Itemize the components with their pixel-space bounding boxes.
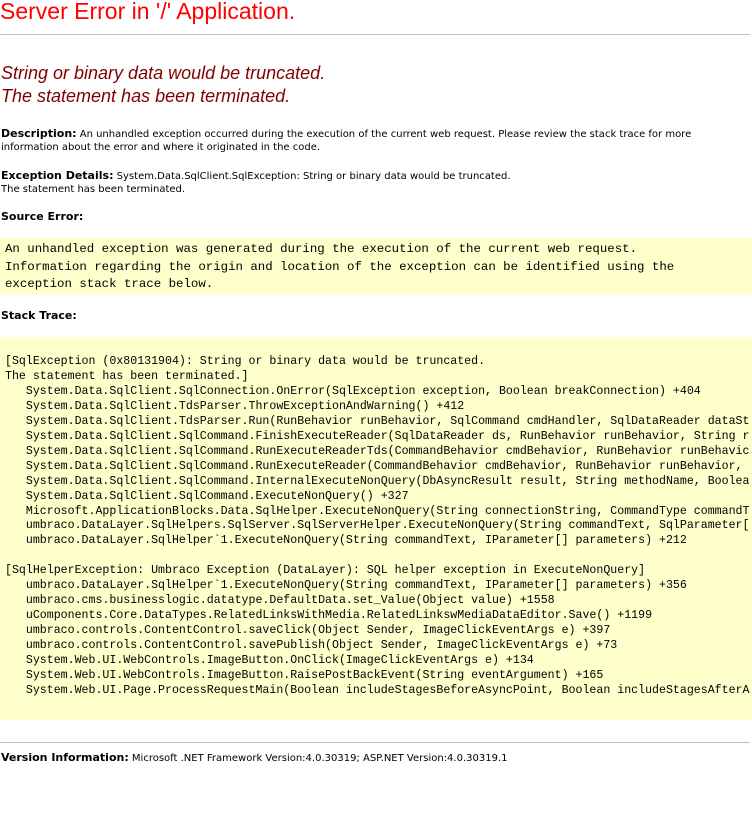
version-information: [1, 751, 508, 764]
source-error-line: Information regarding the origin and location of the exception can be identified using the: [5, 259, 675, 274]
stack-trace-line: umbraco.DataLayer.SqlHelper`1.ExecuteNonQuery(String commandText, IParameter[] parameters) +212: [5, 534, 687, 548]
stack-trace-line: System.Data.SqlClient.SqlCommand.FinishExecuteReader(SqlDataReader ds, RunBehavior runBehavior, String r: [5, 429, 750, 443]
error-message-line-1: String or binary data would be truncated.: [1, 63, 326, 83]
title-divider: [0, 34, 750, 35]
stack-trace-line: umbraco.cms.businesslogic.datatype.DefaultData.set_Value(Object value) +1558: [5, 594, 555, 608]
stack-trace-line: The statement has been terminated.]: [5, 369, 249, 383]
stack-trace-line: umbraco.DataLayer.SqlHelpers.SqlServer.SqlServerHelper.ExecuteNonQuery(String commandText, SqlParameter[: [5, 519, 750, 533]
stack-trace-line: System.Data.SqlClient.SqlCommand.RunExecuteReaderTds(CommandBehavior cmdBehavior, RunBehavior runBehavic: [5, 444, 750, 458]
version-text: Microsoft .NET Framework Version:4.0.30319; ASP.NET Version:4.0.30319.1: [131, 753, 508, 764]
exception-details-line-2: The statement has been terminated.: [1, 184, 186, 195]
source-error-line: exception stack trace below.: [5, 277, 214, 291]
stack-trace-line: System.Web.UI.Page.ProcessRequestMain(Boolean includeStagesBeforeAsyncPoint, Boolean includeStagesAfterA: [5, 683, 750, 697]
stack-trace-line: [SqlException (0x80131904): String or binary data would be truncated.: [5, 355, 486, 368]
stack-trace-line: System.Data.SqlClient.SqlCommand.InternalExecuteNonQuery(DbAsyncResult result, String methodName, Boolea: [5, 474, 750, 488]
footer-divider: [0, 742, 750, 743]
stack-trace-box[interactable]: [0, 337, 752, 720]
description-section: [1, 127, 746, 154]
stack-trace-line: System.Web.UI.WebControls.ImageButton.OnClick(ImageClickEventArgs e) +134: [5, 654, 534, 668]
error-message-line-2: The statement has been terminated.: [1, 86, 291, 106]
stack-trace-line: Microsoft.ApplicationBlocks.Data.SqlHelper.ExecuteNonQuery(String connectionString, CommandType commandT: [5, 504, 750, 518]
exception-details-label: Exception Details:: [1, 169, 114, 182]
stack-trace-line: umbraco.DataLayer.SqlHelper`1.ExecuteNonQuery(String commandText, IParameter[] parameters) +356: [5, 579, 687, 593]
stack-trace-line: umbraco.controls.ContentControl.saveClick(Object Sender, ImageClickEventArgs e) +397: [5, 624, 611, 638]
stack-trace-line: System.Data.SqlClient.SqlConnection.OnError(SqlException exception, Boolean breakConnection) +404: [5, 384, 701, 398]
exception-details-text: System.Data.SqlClient.SqlException: String or binary data would be truncated.: [116, 171, 511, 182]
description-label: Description:: [1, 127, 77, 140]
source-error-box[interactable]: [0, 238, 752, 295]
exception-details-section: [1, 169, 511, 196]
stack-trace-label: Stack Trace:: [1, 309, 77, 322]
version-label: Version Information:: [1, 751, 129, 764]
stack-trace-line: System.Data.SqlClient.SqlCommand.ExecuteNonQuery() +327: [5, 489, 409, 503]
stack-trace-blank-line: [5, 549, 749, 564]
page-title: Server Error in '/' Application.: [0, 0, 296, 24]
stack-trace-line: [SqlHelperException: Umbraco Exception (DataLayer): SQL helper exception in ExecuteNonQuery]: [5, 564, 646, 578]
source-error-label: Source Error:: [1, 210, 84, 223]
source-error-text: [5, 241, 674, 294]
description-text: An unhandled exception occurred during the execution of the current web request. Please review the stack trace for more information about the error and where it originated in the code.: [1, 129, 692, 153]
exception-details-line-1: [1, 169, 511, 183]
stack-trace-line: uComponents.Core.DataTypes.RelatedLinksWithMedia.RelatedLinkswMediaDataEditor.Save() +1199: [5, 609, 653, 623]
stack-trace-line: System.Data.SqlClient.TdsParser.ThrowExceptionAndWarning() +412: [5, 399, 465, 413]
stack-trace-text: [5, 355, 749, 699]
stack-trace-line: System.Web.UI.WebControls.ImageButton.RaisePostBackEvent(String eventArgument) +165: [5, 669, 604, 683]
stack-trace-line: System.Data.SqlClient.SqlCommand.RunExecuteReader(CommandBehavior cmdBehavior, RunBehavior runBehavior,: [5, 459, 743, 473]
error-message: [1, 62, 325, 108]
stack-trace-line: umbraco.controls.ContentControl.savePublish(Object Sender, ImageClickEventArgs e) +73: [5, 639, 618, 653]
stack-trace-line: System.Data.SqlClient.TdsParser.Run(RunBehavior runBehavior, SqlCommand cmdHandler, SqlDataReader dataSt: [5, 414, 750, 428]
source-error-line: An unhandled exception was generated during the execution of the current web request.: [5, 242, 638, 256]
